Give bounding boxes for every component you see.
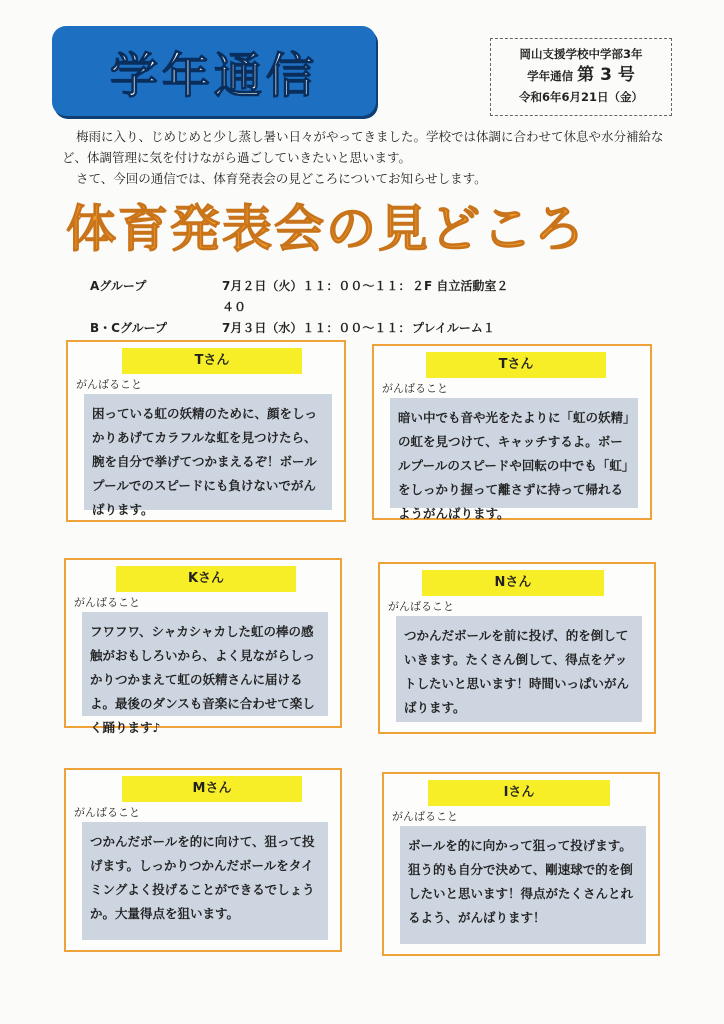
goal-label: がんばること xyxy=(74,806,140,819)
schedule-place: ２F 自立活動室２ xyxy=(412,279,509,293)
goal-label: がんばること xyxy=(388,600,454,613)
student-card xyxy=(372,344,652,520)
goal-text: つかんだボールを前に投げ、的を倒していきます。たくさん倒して、得点をゲットしたいと思います！時間いっぱいがんばります。 xyxy=(396,616,642,722)
goal-label: がんばること xyxy=(74,596,140,609)
schedule-time: 7月２日（火）１１：００～１１：４０ xyxy=(222,279,411,314)
goal-text: ボールを的に向かって狙って投げます。狙う的も自分で決めて、剛速球で的を倒したいと思います！得点がたくさんとれるよう、がんばります！ xyxy=(400,826,646,944)
goal-text: フワフワ、シャカシャカした虹の棒の感触がおもしろいから、よく見ながらしっかりつかまえて虹の妖精さんに届けるよ。最後のダンスも音楽に合わせて楽しく踊ります♪ xyxy=(82,612,328,716)
schedule-row xyxy=(90,276,508,318)
student-name: Iさん xyxy=(428,780,610,806)
schedule-group: Aグループ xyxy=(90,279,147,293)
issue-date: 令和6年6月21日（金） xyxy=(518,90,643,104)
issue-line xyxy=(491,65,671,87)
intro-text xyxy=(62,126,674,189)
intro-paragraph-1: 梅雨に入り、じめじめと少し蒸し暑い日々がやってきました。学校では体調に合わせて休息や水分補給など、体調管理に気を付けながら過ごしていきたいと思います。 xyxy=(62,129,664,165)
schedule-time: 7月３日（水）１１：００～１１： xyxy=(222,321,411,335)
student-name: Kさん xyxy=(116,566,296,592)
newsletter-name: 学年通信 xyxy=(527,69,574,83)
goal-label: がんばること xyxy=(76,378,142,391)
schedule-place: プレイルーム１ xyxy=(412,321,495,335)
student-name: Nさん xyxy=(422,570,604,596)
goal-label: がんばること xyxy=(382,382,448,395)
student-card xyxy=(64,768,342,952)
student-card xyxy=(382,772,660,956)
page-headline: 体育発表会の見どころ xyxy=(66,200,586,258)
schedule-group: B・Cグループ xyxy=(90,321,167,335)
issue-info xyxy=(490,38,672,116)
goal-text: 暗い中でも音や光をたよりに「虹の妖精」の虹を見つけて、キャッチするよ。ボールプールのスピードや回転の中でも「虹」をしっかり握って離さずに持って帰れるようがんばります。 xyxy=(390,398,638,508)
masthead-title: 学年通信 xyxy=(109,47,318,104)
student-name: Tさん xyxy=(426,352,606,378)
goal-text: つかんだボールを的に向けて、狙って投げます。しっかりつかんだボールをタイミングよく投げることができるでしょうか。大量得点を狙います。 xyxy=(82,822,328,940)
student-name: Mさん xyxy=(122,776,302,802)
student-name: Tさん xyxy=(122,348,302,374)
student-card xyxy=(378,562,656,734)
school-name: 岡山支援学校中学部3年 xyxy=(519,47,643,61)
student-card xyxy=(66,340,346,522)
issue-number: 第 3 号 xyxy=(577,65,635,85)
intro-paragraph-2: さて、今回の通信では、体育発表会の見どころについてお知らせします。 xyxy=(76,171,487,186)
masthead-banner xyxy=(52,26,376,116)
goal-text: 困っている虹の妖精のために、顔をしっかりあげてカラフルな虹を見つけたら、腕を自分で挙げてつかまえるぞ！ボールプールでのスピードにも負けないでがんばります。 xyxy=(84,394,332,510)
student-card xyxy=(64,558,342,735)
goal-label: がんばること xyxy=(392,810,458,823)
